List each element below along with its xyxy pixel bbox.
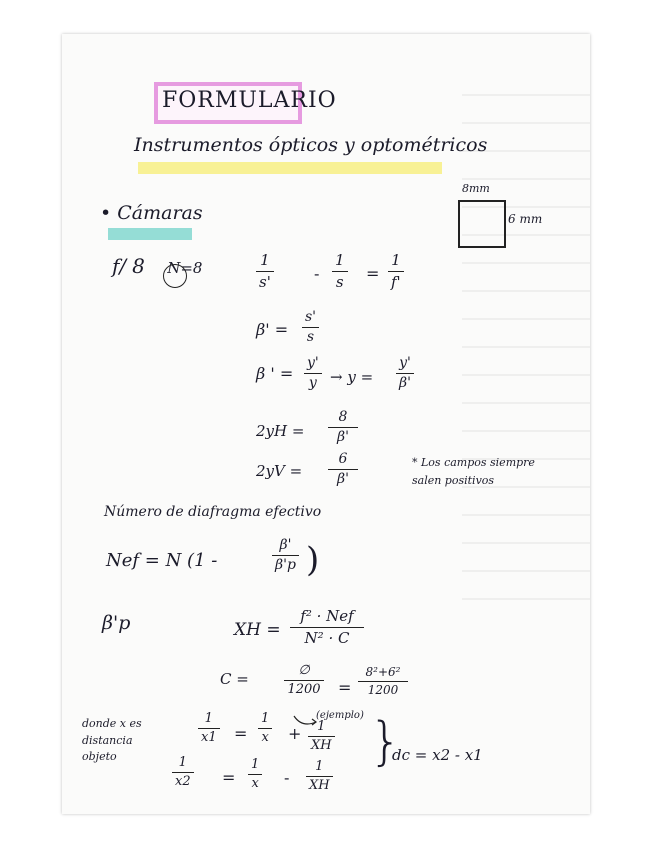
coc-lhs: C = <box>220 670 249 688</box>
hyperfocal-fraction: f² · Nef N² · C <box>290 608 364 646</box>
lens-term-2: 1 s <box>332 252 348 290</box>
image-size-arrow: → y = <box>330 368 374 386</box>
yh-fraction: 8 β' <box>328 410 358 446</box>
depth-row2-b: 1 XH <box>306 760 333 794</box>
page-subtitle: Instrumentos ópticos y optométricos <box>134 134 488 156</box>
nef-fraction: β' β'p <box>272 538 299 574</box>
diaphragm-heading: Número de diafragma efectivo <box>104 504 322 520</box>
lens-minus: - <box>314 264 320 283</box>
beta-p-label: β'p <box>102 612 131 634</box>
section-heading: • Cámaras <box>100 202 203 224</box>
notebook-page <box>62 34 590 814</box>
depth-row1-op: + <box>288 724 302 743</box>
coc-fraction-1: ∅ 1200 <box>284 664 324 698</box>
image-size-fraction-1: y' y <box>304 356 322 392</box>
depth-row2-equals: = <box>222 768 236 787</box>
hyperfocal-lhs: XH = <box>234 620 281 640</box>
depth-row2-a: 1 x <box>248 758 262 792</box>
coc-fraction-2: 8²+6² 1200 <box>358 666 408 697</box>
sensor-width-label: 8mm <box>462 182 490 195</box>
section-highlight <box>108 228 192 240</box>
nef-close-paren: ) <box>306 540 320 580</box>
magnification-fraction: s' s <box>302 310 319 346</box>
f-number-expression <box>112 254 202 278</box>
f-number-prefix: f/ <box>112 254 127 278</box>
page-title: FORMULARIO <box>162 88 337 113</box>
sensor-height-label: 6 mm <box>508 212 543 226</box>
depth-where-note: donde x es distancia objeto <box>82 717 142 763</box>
lens-term-1: 1 s' <box>256 252 274 290</box>
show-through-texture <box>462 94 590 614</box>
depth-result: dc = x2 - x1 <box>392 746 483 764</box>
yh-lhs: 2yH = <box>256 422 305 440</box>
system-brace: } <box>369 712 403 772</box>
yv-lhs: 2yV = <box>256 462 303 480</box>
depth-row1-equals: = <box>234 724 248 743</box>
magnification-lhs: β' = <box>256 320 289 339</box>
f-number-circle <box>163 264 187 288</box>
nef-lhs: Nef = N (1 - <box>106 550 218 571</box>
f-number-value: 8 <box>132 254 145 278</box>
depth-row1-a: 1 x <box>258 712 272 746</box>
subtitle-highlight <box>138 162 442 174</box>
image-size-lhs: β ' = <box>256 364 294 383</box>
lens-term-3: 1 f' <box>388 252 404 290</box>
image-size-fraction-2: y' β' <box>396 356 414 392</box>
sensor-rectangle <box>458 200 506 248</box>
coc-example-label: (ejemplo) <box>316 710 364 721</box>
depth-row1-b: 1 XH <box>308 720 335 754</box>
fields-note: * Los campos siempre salen positivos <box>412 456 535 487</box>
depth-row1-left: 1 x1 <box>198 712 220 746</box>
f-number-label: N=8 <box>167 259 203 277</box>
coc-equals: = <box>338 678 352 697</box>
depth-row2-op: - <box>284 768 290 787</box>
lens-equals: = <box>366 264 380 283</box>
yv-fraction: 6 β' <box>328 452 358 488</box>
depth-row2-left: 1 x2 <box>172 756 194 790</box>
